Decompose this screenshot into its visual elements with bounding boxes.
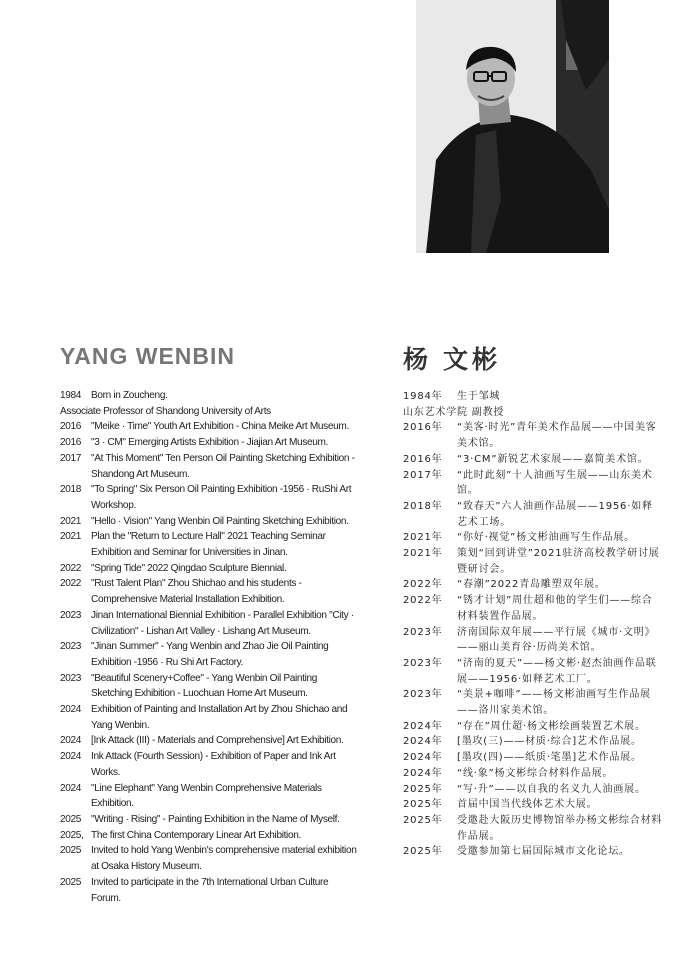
cv-entry-text: Born in Zoucheng. [91,390,168,401]
cv-entry-year: 2024年 [403,767,443,779]
cv-entry-year: 2021 [60,515,82,527]
cv-entry-year: 2022 [60,578,82,590]
cv-entry-year: 2017年 [403,469,443,481]
cv-entry-year: 2021年 [403,548,443,560]
cv-entry-text: Jinan International Biennial Exhibition - Parallel Exhibition "City · Civilization" - Lishan Art Valley · Lishang Art Museum. [91,609,354,637]
cv-entry [60,451,360,482]
cv-entry [403,546,663,577]
cv-entry-year: 2025年 [403,783,443,795]
cv-english-list [60,388,360,906]
cv-entry [403,577,663,593]
cv-entry-text: Ink Attack (Fourth Session) - Exhibition of Paper and Ink Art Works. [91,751,336,778]
cv-entry [60,749,360,780]
cv-entry [403,656,663,687]
cv-entry-year: 2025年 [403,814,443,826]
cv-entry-text: Invited to hold Yang Wenbin's comprehensive material exhibition at Osaka History Museum. [91,845,357,873]
cv-entry-text: “3·CM”新锐艺术家展——嘉简美术馆。 [457,453,649,465]
cv-entry-text: “锈才计划”周仕超和他的学生们——综合材料装置作品展。 [457,595,653,622]
cv-entry-year: 2022年 [403,579,443,591]
cv-entry-text: The first China Contemporary Linear Art Exhibition. [91,829,301,841]
cv-entry-text: [Ink Attack (III) - Materials and Comprehensive] Art Exhibition. [91,735,344,747]
cv-entry-year: 2023 [60,609,82,621]
cv-entry-text: Exhibition of Painting and Installation Art by Zhou Shichao and Yang Wenbin. [91,704,348,731]
cv-entry [60,608,360,639]
cv-chinese-list [403,389,663,860]
portrait-illustration [416,0,609,253]
cv-entry-year: 2023年 [403,689,443,701]
cv-entry-year: 2024 [60,704,82,716]
cv-entry [60,843,360,874]
cv-entry [403,719,663,735]
cv-entry [60,733,360,749]
cv-entry-text: "Writing · Rising" - Painting Exhibition in the Name of Myself. [91,813,340,825]
cv-entry-text: “线·象”杨文彬综合材料作品展。 [457,767,614,779]
cv-entry-text: "At This Moment" Ten Person Oil Painting Sketching Exhibition - Shandong Art Museum. [91,452,355,480]
cv-entry [60,404,360,420]
cv-entry [60,514,360,530]
cv-entry-text: 山东艺术学院 副教授 [403,406,505,418]
cv-entry-year: 2022年 [403,595,443,607]
cv-entry-text: 受邀赴大阪历史博物馆举办杨文彬综合材料作品展。 [457,814,663,842]
cv-entry-text: "Line Elephant" Yang Wenbin Comprehensive Materials Exhibition. [91,782,322,810]
cv-entry-text: “存在”周仕超·杨文彬绘画装置艺术展。 [457,720,646,732]
cv-entry [403,468,663,499]
cv-entry-text: “济南的夏天”——杨文彬·赵杰油画作品联展——1956·如释艺术工厂。 [457,657,657,685]
cv-entry-year: 2023年 [403,626,443,638]
cv-entry [403,734,663,750]
cv-entry [60,671,360,702]
cv-entry [403,530,663,546]
cv-entry-year: 2025年 [403,846,443,858]
cv-entry-year: 2021 [60,531,82,543]
cv-entry-year: 2023年 [403,657,443,669]
cv-entry-text: “此时此刻”十人油画写生展——山东美术馆。 [457,469,653,497]
cv-entry [60,781,360,812]
cv-entry-year: 2018年 [403,500,443,512]
cv-entry-text: “美景+咖啡”——杨文彬油画写生作品展——洛川家美术馆。 [457,689,651,717]
cv-entry [403,499,663,530]
cv-entry-year: 2025, [60,829,84,841]
cv-entry [60,875,360,906]
cv-entry-year: 2024年 [403,736,443,748]
cv-entry [403,813,663,844]
cv-entry-year: 2022 [60,562,82,574]
cv-entry-year: 2025 [60,876,82,888]
cv-entry [60,576,360,607]
cv-entry [403,844,663,860]
cv-entry-text: 策划“回到讲堂”2021驻济高校教学研讨展暨研讨会。 [457,548,660,575]
cv-entry-year: 2025 [60,813,82,825]
cv-entry-text: “春潮”2022青岛雕塑双年展。 [457,579,606,591]
cv-entry-text: “美客·时光”青年美术作品展——中国美客美术馆。 [457,422,657,450]
cv-entry-text: "Rust Talent Plan" Zhou Shichao and his students - Comprehensive Material Installation Exhibition. [91,578,302,606]
cv-entry [403,687,663,718]
cv-entry-year: 1984年 [403,391,443,402]
cv-entry-year: 2016年 [403,422,443,434]
cv-entry [403,405,663,421]
cv-entry-year: 2024 [60,751,82,763]
cv-entry-text: Plan the "Return to Lecture Hall" 2021 Teaching Seminar Exhibition and Seminar for Universities in Jinan. [91,531,326,559]
cv-entry-text: "Spring Tide" 2022 Qingdao Sculpture Biennial. [91,562,287,574]
cv-entry-year: 2016年 [403,453,443,465]
portrait-photo [416,0,609,253]
cv-entry [403,782,663,798]
cv-entry-year: 1984 [60,390,82,401]
cv-entry [60,482,360,513]
cv-entry-year: 2018 [60,484,82,496]
cv-entry-text: "To Spring" Six Person Oil Painting Exhibition -1956 · RuShi Art Workshop. [91,484,352,511]
cv-entry-text: Associate Professor of Shandong University of Arts [60,405,271,417]
cv-entry-text: [墨攻(四)——纸质·笔墨]艺术作品展。 [457,752,642,764]
cv-entry [403,593,663,624]
cv-entry-year: 2016 [60,437,82,449]
cv-entry [403,766,663,782]
name-chinese: 杨 文彬 [403,346,501,374]
cv-entry-text: [墨攻(三)——材质·综合]艺术作品展。 [457,736,642,748]
cv-entry [60,435,360,451]
cv-entry-year: 2024年 [403,720,443,732]
cv-entry [403,797,663,813]
cv-entry-text: “写·升”——以自我的名义九人油画展。 [457,783,646,795]
cv-entry-text: “你好·视觉”杨文彬油画写生作品展。 [457,532,635,544]
cv-entry [403,389,663,405]
cv-entry-year: 2023 [60,672,82,684]
cv-entry-text: "3 · CM" Emerging Artists Exhibition - Jiajian Art Museum. [91,437,329,449]
cv-entry-text: 生于邹城 [457,391,501,402]
cv-entry-text: "Hello · Vision" Yang Wenbin Oil Painting Sketching Exhibition. [91,515,349,527]
cv-entry-text: Invited to participate in the 7th International Urban Culture Forum. [91,876,329,904]
cv-entry [60,419,360,435]
cv-entry-year: 2024 [60,735,82,747]
cv-entry-year: 2021年 [403,532,443,544]
cv-entry [60,639,360,670]
cv-entry-year: 2025年 [403,799,443,811]
cv-entry [403,452,663,468]
name-english: YANG WENBIN [60,343,235,369]
cv-entry-year: 2024 [60,782,82,794]
cv-entry-year: 2025 [60,845,82,857]
cv-entry-year: 2017 [60,452,82,464]
cv-entry [60,388,360,404]
cv-entry-text: 受邀参加第七届国际城市文化论坛。 [457,846,630,858]
cv-entry-year: 2024年 [403,752,443,764]
cv-entry-text: 济南国际双年展——平行展《城市·文明》——丽山美育谷·历尚美术馆。 [457,626,656,654]
cv-entry-year: 2016 [60,421,82,433]
cv-entry-text: “致春天”六人油画作品展——1956·如释艺术工场。 [457,500,653,528]
cv-entry [60,812,360,828]
cv-entry [60,561,360,577]
cv-entry-text: "Meike · Time" Youth Art Exhibition - China Meike Art Museum. [91,421,349,433]
cv-entry-text: 首届中国当代线体艺术大展。 [457,799,598,811]
cv-entry-text: "Jinan Summer" - Yang Wenbin and Zhao Jie Oil Painting Exhibition -1956 · Ru Shi Art Factory. [91,641,329,668]
cv-entry-year: 2023 [60,641,82,653]
cv-entry [60,702,360,733]
cv-entry [403,420,663,451]
cv-entry [60,828,360,844]
cv-entry [60,529,360,560]
cv-entry-text: "Beautiful Scenery+Coffee" - Yang Wenbin Oil Painting Sketching Exhibition - Luochuan Home Art Museum. [91,672,318,700]
cv-entry [403,625,663,656]
cv-entry [403,750,663,766]
